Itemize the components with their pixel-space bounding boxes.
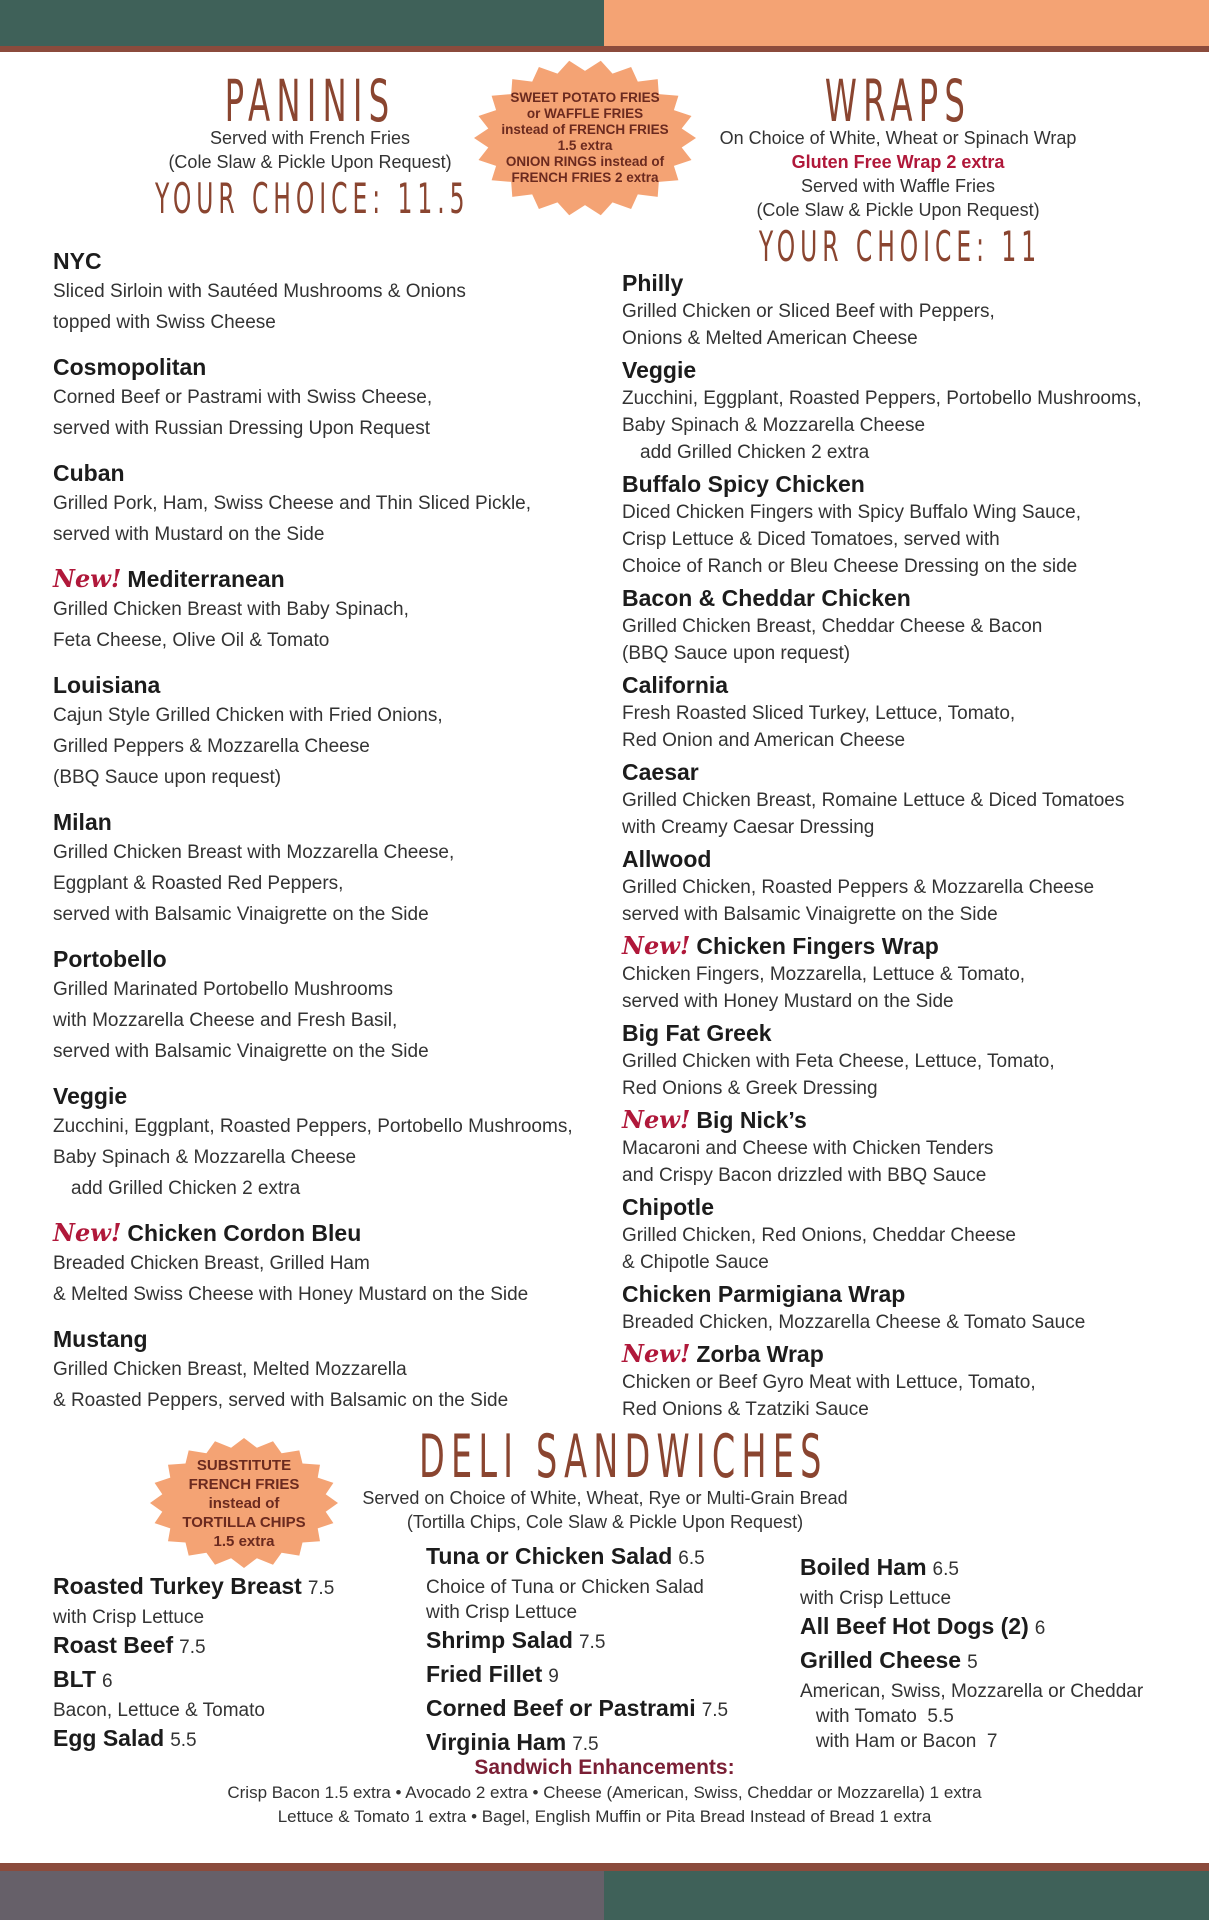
wraps-subtitle-line-2: Served with Waffle Fries [800,176,996,196]
burst-line: SWEET POTATO FRIES [510,90,660,105]
menu-item [622,757,1192,841]
menu-item [53,944,613,1067]
deli-subtitle [330,1486,880,1534]
menu-item-name: Chipotle [622,1194,714,1220]
new-badge: New! [622,1339,691,1368]
menu-item-name: Veggie [53,1083,128,1109]
menu-item-description: Zucchini, Eggplant, Roasted Peppers, Portobello Mushrooms, [622,388,1142,409]
deli-item-price: 7.5 [307,1578,335,1599]
deli-item-name: Virginia Ham [426,1729,567,1755]
menu-item [622,469,1192,580]
burst-line: TORTILLA CHIPS [182,1513,306,1531]
menu-item-description: served with Mustard on the Side [53,524,325,545]
deli-item-price: 5.5 [170,1730,197,1751]
menu-item-title [622,757,1192,787]
menu-item [53,564,613,656]
wraps-subtitle-line-3: (Cole Slaw & Pickle Upon Request) [756,200,1040,220]
deli-column-3 [800,1552,1200,1754]
menu-item-description: Red Onion and American Cheese [622,730,906,751]
menu-item-description: Zucchini, Eggplant, Roasted Peppers, Portobello Mushrooms, [53,1116,573,1137]
menu-item-name: Louisiana [53,672,161,698]
menu-item-title [53,944,613,974]
chips-burst [148,1436,340,1570]
top-bar-peach [604,0,1209,49]
enhancements-line-2: Lettuce & Tomato 1 extra • Bagel, English Muffin or Pita Bread Instead of Bread 1 extra [277,1807,932,1826]
deli-item-name: Grilled Cheese [800,1647,962,1673]
deli-item-price: 7.5 [578,1632,606,1653]
menu-item-name: Cuban [53,460,125,486]
deli-title: DELI SANDWICHES [419,1422,828,1492]
deli-item-name: BLT [53,1666,97,1692]
deli-item [53,1630,423,1664]
menu-item [53,352,613,444]
burst-line: instead of FRENCH FRIES [501,122,669,137]
bottom-bar-teal [604,1871,1209,1920]
deli-item-price: 7.5 [179,1637,206,1658]
deli-item [53,1664,423,1723]
menu-item [622,355,1192,466]
menu-item-description: Breaded Chicken, Mozzarella Cheese & Tomato Sauce [622,1312,1086,1333]
menu-item-description: served with Balsamic Vinaigrette on the Side [622,904,998,925]
menu-item [622,931,1192,1015]
menu-item-description: Onions & Melted American Cheese [622,328,918,349]
menu-item-name: California [622,672,729,698]
deli-item-description: with Tomato 5.5 [800,1706,954,1727]
deli-item-name: Corned Beef or Pastrami [426,1695,696,1721]
menu-item [622,670,1192,754]
menu-item-title [622,1192,1192,1222]
menu-item-description: served with Honey Mustard on the Side [622,991,954,1012]
menu-item-description: served with Russian Dressing Upon Request [53,418,431,439]
menu-item-title [53,564,613,594]
menu-item-description: Feta Cheese, Olive Oil & Tomato [53,630,330,651]
menu-item [622,1192,1192,1276]
menu-item-description: Grilled Chicken Breast, Cheddar Cheese & Bacon [622,616,1043,637]
menu-item-description: Grilled Chicken Breast, Melted Mozzarella [53,1359,407,1380]
menu-item-description: with Creamy Caesar Dressing [622,817,875,838]
menu-item-description: Red Onions & Tzatziki Sauce [622,1399,869,1420]
menu-item-name: Big Fat Greek [622,1020,772,1046]
menu-item-title [53,670,613,700]
wraps-title: WRAPS [824,67,972,135]
gluten-free-note: Gluten Free Wrap 2 extra [791,152,1005,172]
deli-item-name: All Beef Hot Dogs (2) [800,1613,1029,1639]
top-color-bar [0,0,1209,49]
menu-item-description: Eggplant & Roasted Red Peppers, [53,873,344,894]
menu-item-description: served with Balsamic Vinaigrette on the Side [53,1041,429,1062]
deli-item [800,1611,1200,1645]
menu-item [53,807,613,930]
paninis-title: PANINIS [224,67,396,135]
menu-item-description: Red Onions & Greek Dressing [622,1078,878,1099]
menu-item [622,1105,1192,1189]
bottom-bar-rule [0,1863,1209,1871]
menu-item-title [53,458,613,488]
deli-subtitle-line-2: (Tortilla Chips, Cole Slaw & Pickle Upon Request) [406,1512,804,1532]
fries-burst [472,58,698,218]
menu-item-name: Big Nick’s [696,1107,807,1133]
deli-item-price: 6 [1034,1618,1046,1639]
menu-item-description: Baby Spinach & Mozzarella Cheese [53,1147,357,1168]
deli-item [800,1645,1200,1754]
deli-item-price: 5 [967,1652,978,1673]
menu-item-description: Baby Spinach & Mozzarella Cheese [622,415,926,436]
menu-item [622,844,1192,928]
menu-item-description: Grilled Chicken Breast with Mozzarella Cheese, [53,842,455,863]
menu-item-description: topped with Swiss Cheese [53,312,276,333]
burst-line: 1.5 extra [213,1532,275,1550]
menu-item-description: Corned Beef or Pastrami with Swiss Cheese, [53,387,433,408]
deli-item-description: Bacon, Lettuce & Tomato [53,1700,265,1721]
menu-item-name: Chicken Cordon Bleu [127,1220,362,1246]
menu-item-name: Chicken Parmigiana Wrap [622,1281,906,1307]
deli-item-description: with Crisp Lettuce [800,1588,952,1609]
menu-item-name: Zorba Wrap [696,1341,824,1367]
enhancements-title: Sandwich Enhancements: [474,1756,735,1779]
burst-line: FRENCH FRIES [188,1475,300,1493]
menu-item-title [622,844,1192,874]
menu-item-title [53,1218,613,1248]
menu-item-description: Grilled Chicken, Roasted Peppers & Mozzarella Cheese [622,877,1095,898]
paninis-subtitle-line-1: Served with French Fries [209,128,411,148]
deli-item-name: Fried Fillet [426,1661,543,1687]
new-badge: New! [622,1105,691,1134]
menu-item-description: Choice of Ranch or Bleu Cheese Dressing on the side [622,556,1078,577]
menu-item-title [622,469,1192,499]
menu-item-extra: add Grilled Chicken 2 extra [640,442,870,463]
deli-item [426,1693,796,1727]
menu-item [53,458,613,550]
deli-item [53,1571,423,1630]
deli-item-description: Choice of Tuna or Chicken Salad [426,1577,704,1598]
menu-item [53,246,613,338]
menu-item-title [622,1018,1192,1048]
menu-item-description: Grilled Marinated Portobello Mushrooms [53,979,394,1000]
deli-item [426,1625,796,1659]
deli-column-2 [426,1541,796,1761]
wraps-subtitle [698,126,1098,222]
menu-item-description: Fresh Roasted Sliced Turkey, Lettuce, Tomato, [622,703,1016,724]
deli-item-description: with Ham or Bacon 7 [800,1731,998,1752]
deli-item [426,1541,796,1625]
wraps-subtitle-line-1: On Choice of White, Wheat or Spinach Wrap [719,128,1077,148]
menu-item [53,1081,613,1204]
menu-item-description: Breaded Chicken Breast, Grilled Ham [53,1253,370,1274]
menu-item [622,583,1192,667]
deli-subtitle-line-1: Served on Choice of White, Wheat, Rye or Multi-Grain Bread [362,1488,848,1508]
top-bar-rule [0,46,1209,52]
menu-item-title [53,246,613,276]
deli-item-name: Shrimp Salad [426,1627,573,1653]
menu-item-title [53,1324,613,1354]
menu-item-name: Buffalo Spicy Chicken [622,471,865,497]
menu-item-description: Sliced Sirloin with Sautéed Mushrooms & Onions [53,281,466,302]
menu-item-description: Macaroni and Cheese with Chicken Tenders [622,1138,994,1159]
deli-item-price: 6.5 [932,1559,959,1580]
menu-item-title [53,352,613,382]
wraps-list [622,268,1192,1426]
menu-item-name: NYC [53,248,102,274]
burst-line: FRENCH FRIES 2 extra [511,170,659,185]
menu-item-description: Crisp Lettuce & Diced Tomatoes, served with [622,529,1000,550]
menu-item-description: Grilled Chicken Breast with Baby Spinach, [53,599,409,620]
menu-item-description: Grilled Pork, Ham, Swiss Cheese and Thin Sliced Pickle, [53,493,532,514]
new-badge: New! [53,564,122,593]
menu-item-description: Grilled Chicken Breast, Romaine Lettuce & Diced Tomatoes [622,790,1125,811]
menu-item-description: Diced Chicken Fingers with Spicy Buffalo Wing Sauce, [622,502,1082,523]
menu-item-name: Veggie [622,357,697,383]
top-bar-teal [0,0,604,49]
menu-item-title [622,1339,1192,1369]
deli-item-description: with Crisp Lettuce [426,1602,578,1623]
deli-item [426,1659,796,1693]
deli-item [800,1552,1200,1611]
menu-item-title [622,670,1192,700]
menu-item-name: Mediterranean [127,566,285,592]
menu-item-name: Chicken Fingers Wrap [696,933,939,959]
menu-item-name: Philly [622,270,684,296]
deli-column-1 [53,1571,423,1757]
menu-item-name: Cosmopolitan [53,354,207,380]
menu-item-title [622,355,1192,385]
deli-item-price: 7.5 [701,1700,729,1721]
menu-item-name: Mustang [53,1326,148,1352]
menu-item-description: Chicken Fingers, Mozzarella, Lettuce & Tomato, [622,964,1026,985]
menu-item-title [53,807,613,837]
menu-item-description: Grilled Chicken with Feta Cheese, Lettuce, Tomato, [622,1051,1055,1072]
new-badge: New! [53,1218,122,1247]
menu-item [622,1279,1192,1336]
menu-item-name: Allwood [622,846,712,872]
burst-line: ONION RINGS instead of [505,154,665,169]
deli-item-name: Roast Beef [53,1632,174,1658]
menu-item-description: and Crispy Bacon drizzled with BBQ Sauce [622,1165,987,1186]
menu-item-description: Grilled Chicken or Sliced Beef with Peppers, [622,301,995,322]
menu-item-description: Grilled Chicken, Red Onions, Cheddar Cheese [622,1225,1016,1246]
menu-item-name: Caesar [622,759,699,785]
paninis-subtitle-line-2: (Cole Slaw & Pickle Upon Request) [168,152,452,172]
burst-line: 1.5 extra [557,138,613,153]
menu-item [53,1218,613,1310]
deli-item [53,1723,423,1757]
deli-item-price: 9 [548,1666,559,1687]
burst-line: instead of [208,1494,280,1512]
menu-item-title [622,583,1192,613]
menu-item-description: & Roasted Peppers, served with Balsamic on the Side [53,1390,509,1411]
deli-item-price: 6 [102,1671,113,1692]
deli-item-name: Tuna or Chicken Salad [426,1543,673,1569]
menu-item-description: & Chipotle Sauce [622,1252,769,1273]
deli-item-description: with Crisp Lettuce [53,1607,205,1628]
bottom-bar-gray [0,1871,604,1920]
deli-item-name: Roasted Turkey Breast [53,1573,302,1599]
wraps-price: YOUR CHOICE: 11 [758,222,1042,271]
menu-item-title [622,931,1192,961]
deli-item-description: American, Swiss, Mozzarella or Cheddar [800,1681,1144,1702]
menu-item-title [622,1105,1192,1135]
menu-item-title [622,268,1192,298]
menu-item-description: Chicken or Beef Gyro Meat with Lettuce, Tomato, [622,1372,1036,1393]
enhancements-line-1: Crisp Bacon 1.5 extra • Avocado 2 extra • Cheese (American, Swiss, Cheddar or Mozzarella) 1 extra [227,1783,982,1802]
deli-item-price: 7.5 [572,1734,599,1755]
menu-item-description: served with Balsamic Vinaigrette on the Side [53,904,429,925]
paninis-subtitle [110,126,510,174]
menu-item [622,1339,1192,1423]
menu-item [622,1018,1192,1102]
paninis-list [53,246,613,1430]
menu-item [53,1324,613,1416]
burst-line: SUBSTITUTE [196,1456,292,1474]
menu-item-name: Portobello [53,946,167,972]
menu-item-description: (BBQ Sauce upon request) [53,767,282,788]
menu-item [53,670,613,793]
deli-item-name: Boiled Ham [800,1554,927,1580]
deli-item-name: Egg Salad [53,1725,165,1751]
paninis-price: YOUR CHOICE: 11.5 [155,174,470,223]
menu-item-name: Milan [53,809,112,835]
new-badge: New! [622,931,691,960]
bottom-color-bar [0,1863,1209,1920]
menu-item-title [622,1279,1192,1309]
menu-item-description: (BBQ Sauce upon request) [622,643,851,664]
menu-item-name: Bacon & Cheddar Chicken [622,585,911,611]
burst-line: or WAFFLE FRIES [526,106,644,121]
menu-item-title [53,1081,613,1111]
menu-item [622,268,1192,352]
deli-item-price: 6.5 [678,1548,705,1569]
menu-item-description: Grilled Peppers & Mozzarella Cheese [53,736,370,757]
menu-item-extra: add Grilled Chicken 2 extra [71,1178,301,1199]
menu-item-description: Cajun Style Grilled Chicken with Fried Onions, [53,705,443,726]
menu-item-description: with Mozzarella Cheese and Fresh Basil, [53,1010,398,1031]
menu-item-description: & Melted Swiss Cheese with Honey Mustard on the Side [53,1284,529,1305]
